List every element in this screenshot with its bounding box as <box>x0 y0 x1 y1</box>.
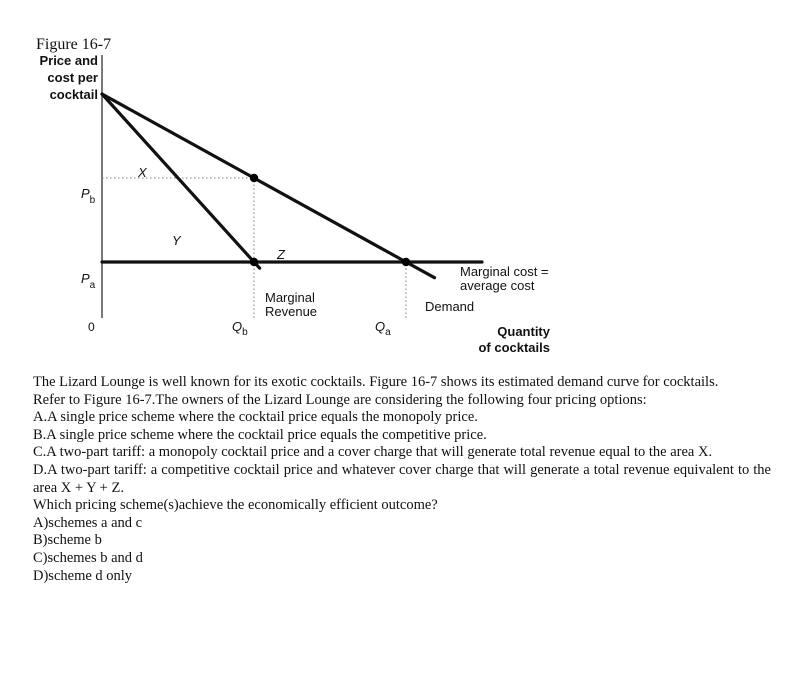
pricing-option-c: C.A two-part tariff: a monopoly cocktail price and a cover charge that will generate total revenue equal to the area X. <box>33 444 713 461</box>
answer-choice-a[interactable]: A)schemes a and c <box>33 514 143 531</box>
marginal-revenue-label-line-2: Revenue <box>265 304 318 319</box>
answer-choice-d[interactable]: D)scheme d only <box>33 567 133 584</box>
marginal-cost-label-line-2: average cost <box>460 278 535 293</box>
question-prompt: Refer to Figure 16-7.The owners of the Lizard Lounge are considering the following four pricing options: <box>33 391 647 408</box>
figure-title: Figure 16-7 <box>36 36 112 53</box>
question-intro: The Lizard Lounge is well known for its exotic cocktails. Figure 16-7 shows its estimated demand curve for cocktails. <box>33 374 719 390</box>
quantity-label-qb: $Q_b$ <box>232 319 248 338</box>
region-label-y: Y <box>172 233 181 248</box>
y-axis-title-line-3: cocktail <box>49 87 98 102</box>
quantity-label-qa: $Q_a$ <box>375 319 391 338</box>
demand-curve <box>102 94 435 278</box>
x-axis-title-line-1: Quantity <box>497 324 550 339</box>
region-label-x: X <box>138 165 147 180</box>
question-block <box>33 374 771 585</box>
demand-label: Demand <box>425 299 475 314</box>
curves <box>102 94 482 278</box>
pricing-option-d: D.A two-part tariff: a competitive cocktail price and whatever cover charge that will generate a total revenue equivalent to the area X + Y + Z. <box>33 461 771 496</box>
mr-mc-intersection <box>250 258 258 266</box>
x-axis-title-line-2: of cocktails <box>478 340 550 355</box>
answer-choice-c[interactable]: C)schemes b and d <box>33 549 143 566</box>
question-ask: Which pricing scheme(s)achieve the economically efficient outcome? <box>33 497 438 514</box>
price-label-pa: $P_a$ <box>81 271 96 291</box>
y-axis-title-line-1: Price and <box>39 53 98 68</box>
marginal-cost-label-line-1: Marginal cost = <box>460 264 549 279</box>
pricing-option-b: B.A single price scheme where the cocktail price equals the competitive price. <box>33 426 487 443</box>
y-axis-title-line-2: cost per <box>47 70 98 85</box>
region-label-z: Z <box>277 247 285 262</box>
guide-lines <box>102 178 406 318</box>
price-label-pb: $P_b$ <box>81 186 96 206</box>
marginal-revenue-curve <box>102 94 260 268</box>
competitive-demand-point <box>402 258 410 266</box>
pricing-option-a: A.A single price scheme where the cocktail price equals the monopoly price. <box>33 409 478 426</box>
marginal-revenue-label-line-1: Marginal <box>265 290 315 305</box>
answer-choice-b[interactable]: B)scheme b <box>33 532 102 549</box>
origin-label: 0 <box>88 320 95 334</box>
monopoly-demand-point <box>250 174 258 182</box>
